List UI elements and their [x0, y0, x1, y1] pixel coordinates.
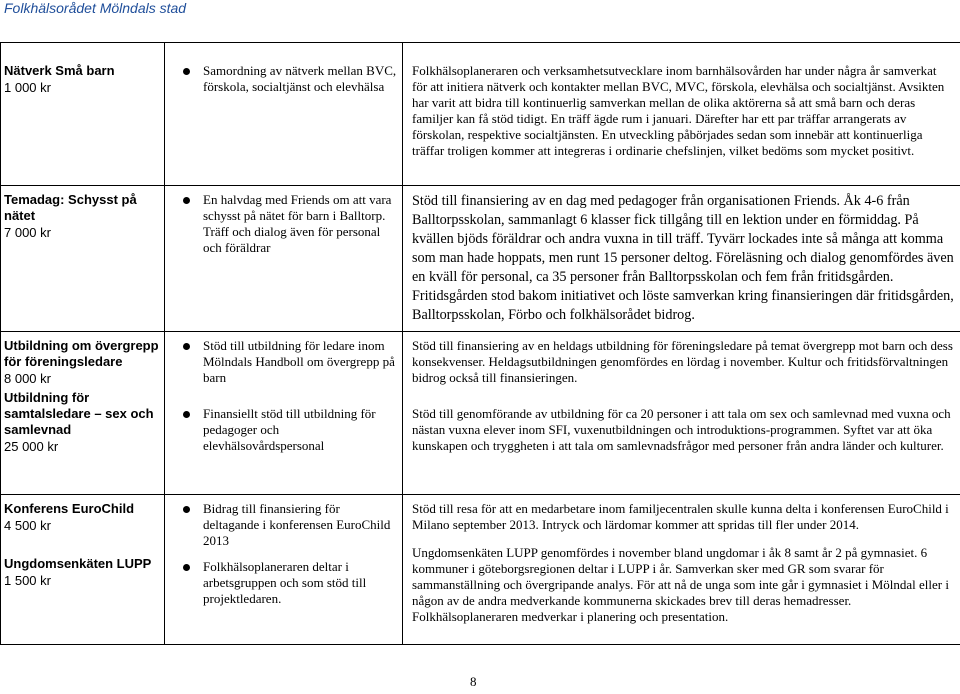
bullet-icon	[183, 343, 190, 350]
activity-amount: 25 000 kr	[4, 439, 59, 454]
activity-title: Konferens EuroChild	[4, 501, 135, 516]
bullet-item	[181, 501, 398, 549]
report-paragraph: Folkhälsoplaneraren och verksamhetsutvecklare inom barnhälsovården har under några år samverkat för att initiera nätverk och kontakter mellan BVC, MVC, förskola, elevhälsa och socialtjänst. Avsikten har varit att bidra till kontinuerlig samverkan mellan de olika aktörerna så att små barn och deras familjer kan få stöd tidigt. En träff ägde rum i januari. Därefter har ett par träffar arrangerats av förskolan, respektive socialtjänsten. En utveckling påbörjades sedan som innebär att kontinuerliga träffar troligen kommer att integreras i ordinarie chefslinjen, vilket bedöms som mycket positivt.	[412, 63, 945, 158]
report-paragraph: Stöd till resa för att en medarbetare inom familjecentralen skulle kunna delta i konferensen EuroChild i Milano september 2013. Intryck och lärdomar kommer att spridas till fler under 2014.	[412, 501, 949, 532]
page-number: 8	[470, 674, 477, 689]
document-header: Folkhälsorådet Mölndals stad	[4, 0, 187, 16]
activity-title: Nätverk Små barn	[4, 63, 115, 78]
report-paragraph: Stöd till genomförande av utbildning för ca 20 personer i att tala om sex och samlevnad med vuxna och nästan vuxna elever inom SFI, vuxenutbildningen och introduktions-programmen. Syftet var att öka kunskapen och tryggheten i att tala om samlevnadsfrågor med personer från andra länder och kulturer.	[412, 406, 951, 453]
activity-title: Temadag: Schysst på nätet	[4, 192, 137, 223]
activity-amount: 1 500 kr	[4, 573, 51, 588]
description-cell	[165, 495, 403, 645]
report-cell	[403, 495, 960, 645]
description-cell	[165, 186, 403, 332]
report-paragraph: Stöd till finansiering av en heldags utbildning för föreningsledare på temat övergrepp mot barn och dess konsekvenser. Heldagsutbildningen genomfördes en lördag i november. Kultur och fritidsförvaltningen bidrog också till finansieringen.	[412, 338, 953, 385]
bullet-text: Bidrag till finansiering för deltagande i konferensen EuroChild 2013	[203, 501, 391, 548]
bullet-icon	[183, 411, 190, 418]
table-row	[1, 43, 960, 186]
activity-cell	[1, 43, 165, 186]
bullet-icon	[183, 564, 190, 571]
bullet-text: Finansiellt stöd till utbildning för pedagoger och elevhälsovårdspersonal	[203, 406, 376, 453]
activity-cell	[1, 332, 165, 495]
activity-cell	[1, 186, 165, 332]
bullet-icon	[183, 68, 190, 75]
activity-title: Utbildning om övergrepp för föreningsledare	[4, 338, 159, 369]
activity-title: Ungdomsenkäten LUPP	[4, 556, 152, 571]
bullet-text: Stöd till utbildning för ledare inom Mölndals Handboll om övergrepp på barn	[203, 338, 395, 385]
bullet-icon	[183, 506, 190, 513]
report-cell	[403, 43, 960, 186]
table-row	[1, 186, 960, 332]
bullet-text: En halvdag med Friends om att vara schysst på nätet för barn i Balltorp. Träff och dialog även för personal och föräldrar	[203, 192, 392, 255]
activity-amount: 4 500 kr	[4, 518, 51, 533]
table-row	[1, 332, 960, 495]
bullet-text: Folkhälsoplaneraren deltar i arbetsgruppen och som stöd till projektledaren.	[203, 559, 367, 606]
report-cell	[403, 332, 960, 495]
activity-table	[0, 42, 960, 645]
table-row	[1, 495, 960, 645]
bullet-item	[181, 559, 398, 607]
description-cell	[165, 43, 403, 186]
report-paragraph: Stöd till finansiering av en dag med pedagoger från organisationen Friends. Åk 4-6 från Balltorpsskolan, sammanlagt 6 klasser fick tillgång till en lektion under en förmiddag. På kvällen bjöds föräldrar och andra vuxna in till träff. Tyvärr lockades inte så många att komma som man hade hoppats, men runt 15 personer deltog. Föreläsning och dialog genomfördes även en kväll för personal, ca 35 personer från Balltorpsskolan och fem från fritidsgården. Fritidsgården stod bakom initiativet och löste samverkan kring finansieringen där fritidsgården, Balltorpsskolan, Förbo och folkhälsorådet bidrog.	[412, 193, 954, 323]
bullet-text: Samordning av nätverk mellan BVC, förskola, socialtjänst och elevhälsa	[203, 63, 397, 94]
report-paragraph: Ungdomsenkäten LUPP genomfördes i november bland ungdomar i åk 8 samt år 2 på gymnasiet. 6 kommuner i göteborgsregionen deltar i LUPP i år. Samverkan sker med GR som svarar för sammanställning och övergripande analys. För att nå de unga som inte går i gymnasiet i Mölndal eller i någon av de andra medverkande kommunerna skickades brev till deras hemadresser. Folkhälsoplaneraren medverkar i planering och presentation.	[412, 545, 949, 624]
description-cell	[165, 332, 403, 495]
activity-cell	[1, 495, 165, 645]
bullet-item	[181, 192, 398, 256]
activity-title: Utbildning för samtalsledare – sex och samlevnad	[4, 390, 154, 437]
activity-amount: 1 000 kr	[4, 80, 51, 95]
bullet-item	[181, 406, 398, 454]
bullet-icon	[183, 197, 190, 204]
report-cell	[403, 186, 960, 332]
activity-amount: 7 000 kr	[4, 225, 51, 240]
bullet-item	[181, 63, 398, 95]
activity-amount: 8 000 kr	[4, 371, 51, 386]
bullet-item	[181, 338, 398, 386]
